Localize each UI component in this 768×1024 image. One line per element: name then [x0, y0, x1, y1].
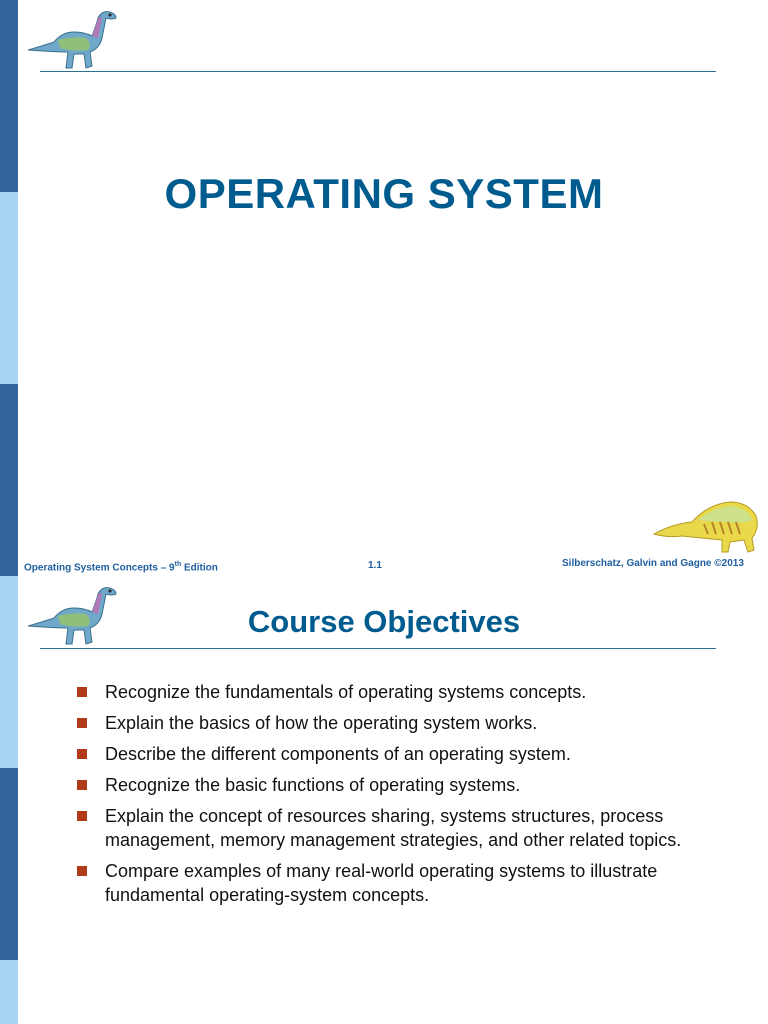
- objectives-list: [74, 680, 734, 914]
- objective-text: Recognize the fundamentals of operating systems concepts.: [105, 682, 587, 702]
- page-title: OPERATING SYSTEM: [164, 170, 604, 217]
- objective-text: Describe the different components of an operating system.: [105, 744, 571, 764]
- square-bullet-icon: [77, 780, 87, 790]
- header-rule: [40, 71, 716, 72]
- list-item: [74, 742, 734, 766]
- square-bullet-icon: [77, 811, 87, 821]
- footer-book-title: [24, 561, 218, 573]
- square-bullet-icon: [77, 718, 87, 728]
- objective-text: Recognize the basic functions of operating systems.: [105, 775, 521, 795]
- objectives-slide: [0, 580, 768, 1024]
- footer-book-suffix: Edition: [181, 562, 218, 574]
- dinosaur-footer-icon: [652, 494, 762, 556]
- slide-title: Course Objectives: [247, 604, 521, 639]
- objective-text: Compare examples of many real-world operating systems to illustrate fundamental operating-system concepts.: [105, 861, 658, 905]
- footer-authors: Silberschatz, Galvin and Gagne ©2013: [562, 558, 744, 569]
- footer-book-prefix: Operating System Concepts – 9: [24, 562, 175, 574]
- list-item: [74, 773, 734, 797]
- square-bullet-icon: [77, 749, 87, 759]
- footer-book-superscript: th: [174, 561, 182, 568]
- objective-text: Explain the concept of resources sharing, systems structures, process management, memory management strategies, and other related topics.: [105, 806, 682, 850]
- list-item: [74, 859, 734, 907]
- dinosaur-logo-icon: [26, 6, 120, 72]
- list-item: [74, 804, 734, 852]
- list-item: [74, 680, 734, 704]
- list-item: [74, 711, 734, 735]
- header-rule: [40, 648, 716, 649]
- footer-page-number: 1.1: [368, 560, 382, 571]
- square-bullet-icon: [77, 866, 87, 876]
- objective-text: Explain the basics of how the operating system works.: [105, 713, 538, 733]
- square-bullet-icon: [77, 687, 87, 697]
